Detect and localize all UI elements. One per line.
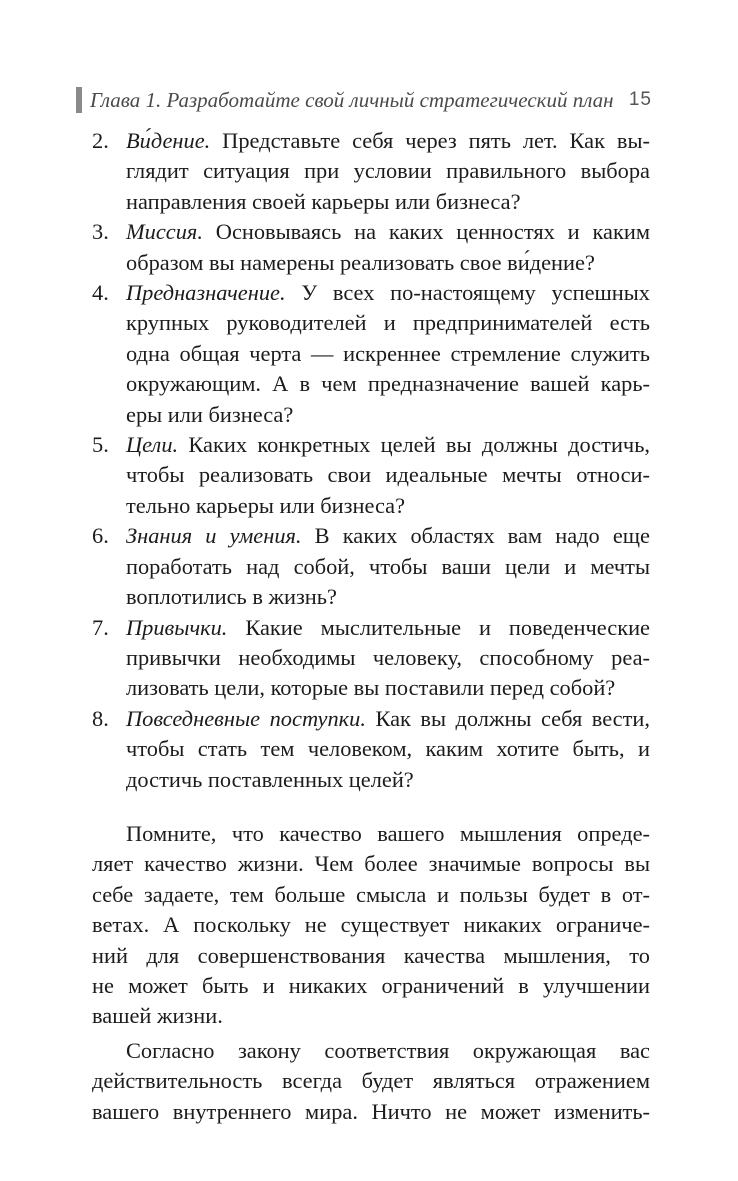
list-item [92, 217, 650, 278]
body-paragraph [92, 819, 650, 1032]
list-item-text: окружающим. А в чем предназначение вашей карь- [126, 371, 650, 397]
list-item-term: Ви́дение. [126, 128, 211, 153]
list-item-text: Какие мыслительные и поведенческие [227, 614, 650, 640]
list-item-text: Каких конкретных целей вы должны достичь, [178, 432, 650, 458]
list-item-number: 5. [92, 432, 109, 458]
running-head [76, 86, 656, 114]
list-item-term: Предназначение. [126, 280, 286, 306]
list-item-number: 3. [92, 219, 109, 245]
list-item-text: направления своей карьеры или бизнеса? [126, 188, 521, 214]
list-item-number: 4. [92, 280, 109, 306]
list-item [92, 704, 650, 795]
list-item-term: Цели. [126, 432, 179, 458]
paragraph-line: не может быть и никаких ограничений в улучшении [92, 972, 650, 998]
list-item-text: У всех по-настоящему успешных [285, 280, 650, 306]
body-paragraph [92, 1036, 650, 1127]
list-item [92, 126, 650, 217]
list-item-text: чтобы стать тем человеком, каким хотите быть, и [126, 736, 650, 762]
page-body [92, 126, 650, 1127]
list-item-text: лизовать цели, которые вы поставили перед собой? [126, 675, 616, 701]
list-item-number: 8. [92, 705, 109, 731]
paragraph-line: себе задаете, тем больше смысла и пользы будет в от- [92, 881, 650, 907]
list-item-term: Миссия. [126, 219, 203, 245]
paragraph-line: вашего внутреннего мира. Ничто не может изменить- [92, 1098, 650, 1124]
paragraph-line: Согласно закону соответствия окружающая вас [126, 1037, 650, 1063]
paragraph-line: ний для совершенствования качества мышления, то [92, 942, 650, 968]
paragraph-line: вашей жизни. [92, 1003, 223, 1029]
list-item-text: Представьте себя через пять лет. Как вы- [210, 128, 650, 153]
paragraph-line: ляет качество жизни. Чем более значимые вопросы вы [92, 851, 650, 877]
list-item-text: В каких областях вам надо еще [301, 523, 650, 549]
list-item-text: привычки необходимы человеку, способному реа- [126, 644, 650, 670]
list-item-text: поработать над собой, чтобы ваши цели и мечты [126, 553, 650, 579]
list-item-number: 6. [92, 523, 109, 549]
list-item-text: глядит ситуация при условии правильного выбора [126, 158, 650, 184]
list-item-text: чтобы реализовать свои идеальные мечты относи- [126, 462, 650, 488]
list-item-text: тельно карьеры или бизнеса? [126, 492, 406, 518]
list-item-text: образом вы намерены реализовать свое ви́дение? [126, 249, 595, 275]
list-item-term: Привычки. [126, 614, 228, 640]
list-item-text: крупных руководителей и предпринимателей есть [126, 310, 650, 336]
running-head-bar [76, 87, 82, 113]
chapter-title: Глава 1. Разработайте свой личный стратегический план [90, 88, 614, 112]
page-number: 15 [628, 89, 652, 110]
list-item-text: еры или бизнеса? [126, 401, 294, 427]
list-item-text: воплотились в жизнь? [126, 584, 337, 610]
list-item [92, 278, 650, 430]
question-list [92, 126, 650, 795]
list-item-text: достичь поставленных целей? [126, 766, 414, 792]
list-item-text: одна общая черта — искреннее стремление служить [126, 340, 650, 366]
list-item-text: Основываясь на каких ценностях и каким [202, 219, 650, 245]
list-item [92, 430, 650, 521]
list-item-number: 2. [92, 128, 109, 153]
paragraph-line: действительность всегда будет являться отражением [92, 1068, 650, 1094]
list-item-text: Как вы должны себя вести, [365, 705, 650, 731]
list-item-term: Знания и умения. [126, 523, 302, 549]
paragraph-line: Помните, что качество вашего мышления опреде- [126, 820, 650, 846]
list-item [92, 613, 650, 704]
list-item-term: Повседневные поступки. [126, 705, 366, 731]
paragraph-line: ветах. А поскольку не существует никаких ограниче- [92, 912, 650, 938]
list-item [92, 521, 650, 612]
list-item-number: 7. [92, 614, 109, 640]
